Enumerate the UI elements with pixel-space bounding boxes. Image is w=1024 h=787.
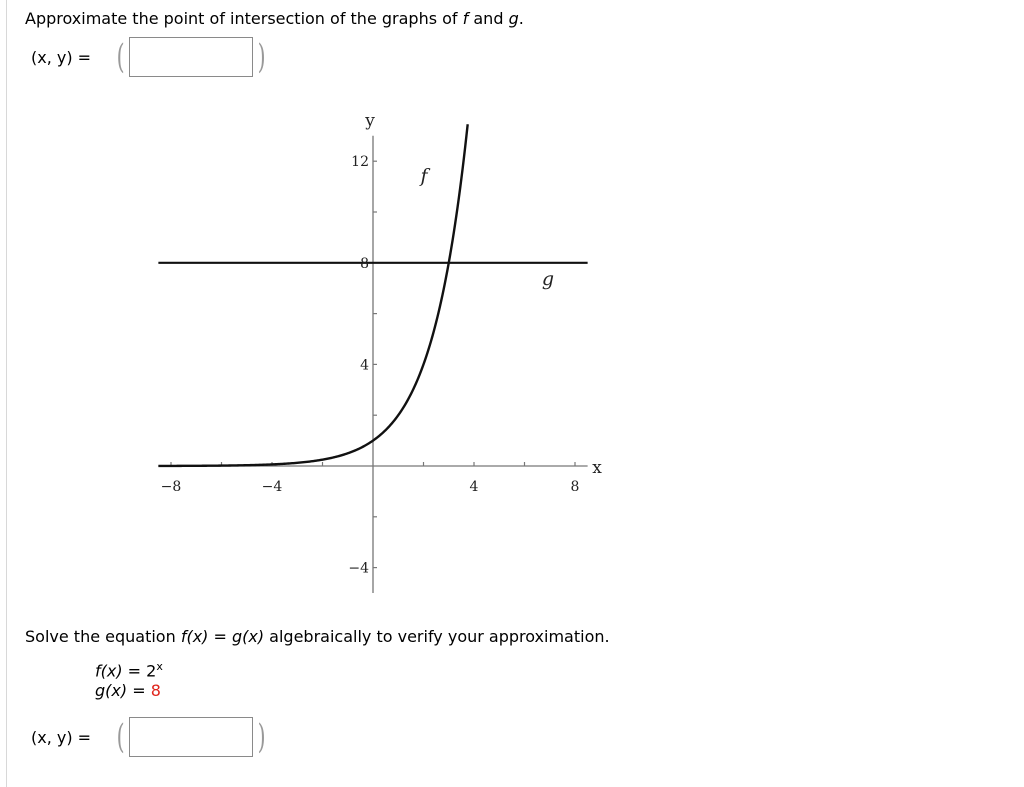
answer-label: (x, y) = — [31, 47, 92, 67]
g-value: 8 — [150, 681, 161, 700]
x-tick-label: 4 — [469, 479, 479, 495]
x-tick-label: −4 — [261, 479, 283, 495]
answer-row-algebraic — [31, 715, 269, 759]
x-tick-label: 8 — [570, 479, 580, 495]
solve-prompt — [25, 627, 610, 646]
answer-label: (x, y) = — [31, 727, 92, 747]
solve-text-end: algebraically to verify your approximation. — [264, 627, 610, 646]
y-tick-label: 4 — [360, 357, 369, 374]
y-axis-label: y — [365, 111, 375, 131]
open-paren: ( — [116, 37, 125, 77]
left-border — [6, 0, 7, 787]
g-definition — [95, 681, 161, 700]
f-exponent: x — [156, 660, 163, 673]
g-of-x: g(x) — [231, 627, 265, 646]
g-name: g(x) — [95, 681, 128, 700]
f-of-x: f(x) — [180, 627, 209, 646]
g-symbol: g — [508, 9, 519, 28]
open-paren: ( — [116, 717, 125, 757]
question-text: Approximate the point of intersection of the graphs of — [25, 9, 463, 28]
answer-row-approximation — [31, 35, 269, 79]
f-symbol: f — [462, 9, 469, 28]
close-paren: ) — [257, 37, 266, 77]
equals-sign: = — [122, 661, 147, 681]
equals-sign: = — [127, 681, 151, 700]
algebraic-answer-input[interactable] — [129, 717, 253, 757]
function-graph — [150, 100, 610, 595]
x-axis-label: x — [592, 458, 602, 478]
y-tick-label: 8 — [360, 255, 369, 272]
f-name: f(x) — [95, 661, 123, 681]
g-curve-label: g — [541, 268, 555, 290]
y-tick-label: 12 — [351, 154, 369, 171]
question-prompt — [25, 9, 524, 28]
x-tick-label: −8 — [160, 479, 182, 495]
question-text-and: and — [468, 9, 509, 28]
equals-sign: = — [208, 627, 232, 646]
solve-text: Solve the equation — [25, 627, 181, 646]
y-tick-label: −4 — [348, 560, 369, 577]
close-paren: ) — [257, 717, 266, 757]
f-base: 2 — [146, 661, 157, 681]
f-curve-label: f — [420, 165, 428, 187]
approximation-answer-input[interactable] — [129, 37, 253, 77]
question-period: . — [518, 9, 524, 28]
f-definition — [95, 660, 163, 680]
